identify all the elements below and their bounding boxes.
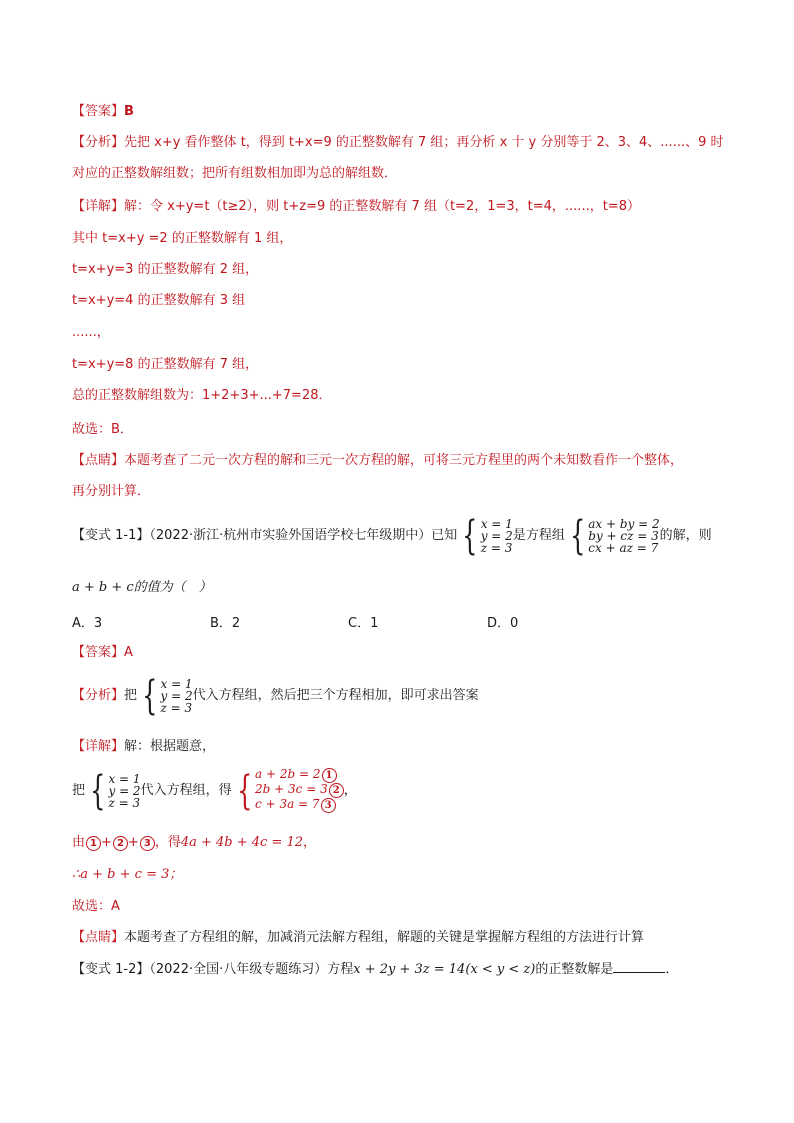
choose-line: 故选：B． [72,422,133,437]
equation-system: { ax + by = 2 by + cz = 3 cx + az = 7 [569,512,660,559]
v1-detail-solution-system: { x = 1 y = 2 z = 3 [90,767,141,814]
v1-answer-value: A [124,645,133,660]
system-eq-3: cx + az = 7 [588,540,659,555]
v1-answer-tag: 【答案】 [72,645,125,660]
solution-eq-3: z = 3 [480,540,513,555]
analysis-line-2 [72,165,397,183]
detail-line-2: 其中 t=x+y =2 的正整数解有 1 组， [72,231,293,246]
v1-detail-sol-eq-3: z = 3 [108,795,141,810]
detail-line-7: 总的正整数解组数为：1+2+3+...+7=28． [72,388,332,403]
v1-detail-pre: 把 [72,783,86,798]
circled-1: 1 [322,768,337,783]
v1-detail-line-1 [72,738,215,756]
v1-comment-line [72,929,644,947]
v1-detail-post: ， [343,783,357,798]
comment-text-1: 本题考查了二元一次方程的解和三元一次方程的解，可将三元方程里的两个未知数看作一个整体， [124,453,684,468]
variant-1-1-question [72,514,712,558]
v1-sum-line [72,834,316,852]
system-eq-2: by + cz = 3 [588,528,659,543]
answer-blank[interactable] [613,972,665,973]
detail-line-4: t=x+y=4 的正整数解有 3 组 [72,293,246,308]
v1-therefore-line: ∴a + b + c = 3； [72,867,183,882]
variant-1-1-tag: 【变式 1-1】 [72,528,150,543]
v1-analysis-tag: 【分析】 [72,688,125,703]
circled-3: 3 [321,798,336,813]
sum-circled-1: 1 [86,836,101,851]
v1-choose-line: 故选：A [72,899,120,914]
sum-post: ， [303,835,317,850]
sum-mid: ，得 [154,835,181,850]
variant-1-2-equation: x + 2y + 3z = 14(x < y < z) [353,962,536,977]
v1-detail-tag: 【详解】 [72,739,125,754]
solution-system: { x = 1 y = 2 z = 3 [462,512,513,559]
solution-eq-1: x = 1 [480,516,513,531]
system-eq-1: ax + by = 2 [588,516,660,531]
answer-tag: 【答案】 [72,104,125,119]
analysis-tag: 【分析】 [72,135,125,150]
variant-1-2-tag: 【变式 1-2】 [72,962,150,977]
v1-analysis-post: 代入方程组，然后把三个方程相加，即可求出答案 [192,688,479,703]
answer-line [72,103,134,121]
sum-equation: 4a + 4b + 4c = 12 [180,835,304,850]
comment-line-1 [72,452,683,470]
solution-eq-2: y = 2 [480,528,513,543]
analysis-text-1: 先把 x+y 看作整体 t，得到 t+x=9 的正整数解有 7 组；再分析 x 十 y 分别等于 2、3、4、......、9 时 [124,135,724,150]
analysis-text-2: 对应的正整数解组数；把所有组数相加即为总的解组数． [72,166,398,181]
option-b: B．2 [210,616,241,631]
sum-circled-2: 2 [113,836,128,851]
sum-plus-2: + [127,835,139,850]
question-text: a + b + c的值为（ ） [72,580,212,595]
answer-value: B [124,104,134,119]
derived-system: { a + 2b = 2 1 2b + 3c = 3 2 c + 3a = 7 3 [232,768,344,813]
variant-1-2-source: （2022·全国·八年级专题练习） [149,962,328,977]
variant-1-1-text-c: 的解，则 [659,528,712,543]
v1-analysis-eq-3: z = 3 [160,700,193,715]
sum-plus-1: + [101,835,112,850]
detail-line-6: t=x+y=8 的正整数解有 7 组， [72,357,259,372]
v1-detail-mid: 代入方程组，得 [140,783,232,798]
variant-1-1-source: （2022·浙江·杭州市实验外国语学校七年级期中） [149,528,432,543]
v1-analysis-solution-system: { x = 1 y = 2 z = 3 [142,672,193,719]
variant-1-2-text-a: 方程 [327,962,354,977]
option-c: C．1 [348,616,379,631]
detail-tag: 【详解】 [72,199,125,214]
variant-1-1-question-line-2 [72,579,212,597]
variant-1-2-question [72,961,678,979]
v1-analysis-eq-2: y = 2 [160,688,193,703]
derived-eq-1: a + 2b = 2 1 [255,768,344,783]
variant-1-1-text-a: 已知 [431,528,458,543]
v1-analysis-line [72,674,479,718]
option-d: D．0 [487,616,519,631]
option-a: A．3 [72,616,103,631]
variant-1-2-text-c: ． [665,962,679,977]
v1-comment-text: 本题考查了方程组的解，加减消元法解方程组，解题的关键是掌握解方程组的方法进行计算 [124,930,645,945]
v1-detail-text-1: 解：根据题意， [124,739,216,754]
comment-tag: 【点睛】 [72,453,125,468]
v1-analysis-pre: 把 [124,688,138,703]
comment-line-2: 再分别计算． [72,484,151,499]
sum-pre: 由 [72,835,86,850]
v1-detail-sol-eq-2: y = 2 [108,783,141,798]
sum-circled-3: 3 [140,836,155,851]
derived-eq-3: c + 3a = 7 3 [255,798,344,813]
v1-answer-line [72,644,133,662]
detail-line-1 [72,198,640,216]
derived-eq-2: 2b + 3c = 3 2 [255,783,344,798]
variant-1-1-text-b: 是方程组 [512,528,565,543]
variant-1-2-text-b: 的正整数解是 [535,962,614,977]
detail-text-1: 解：令 x+y=t（t≥2），则 t+z=9 的正整数解有 7 组（t=2，1=3，t=4，......，t=8） [124,199,640,214]
detail-line-3: t=x+y=3 的正整数解有 2 组， [72,262,259,277]
v1-detail-sol-eq-1: x = 1 [108,771,141,786]
circled-2: 2 [329,783,344,798]
v1-detail-line-2 [72,768,357,812]
v1-comment-tag: 【点睛】 [72,930,125,945]
analysis-line-1 [72,134,724,152]
detail-line-5: ......， [72,325,110,340]
v1-analysis-eq-1: x = 1 [160,676,193,691]
